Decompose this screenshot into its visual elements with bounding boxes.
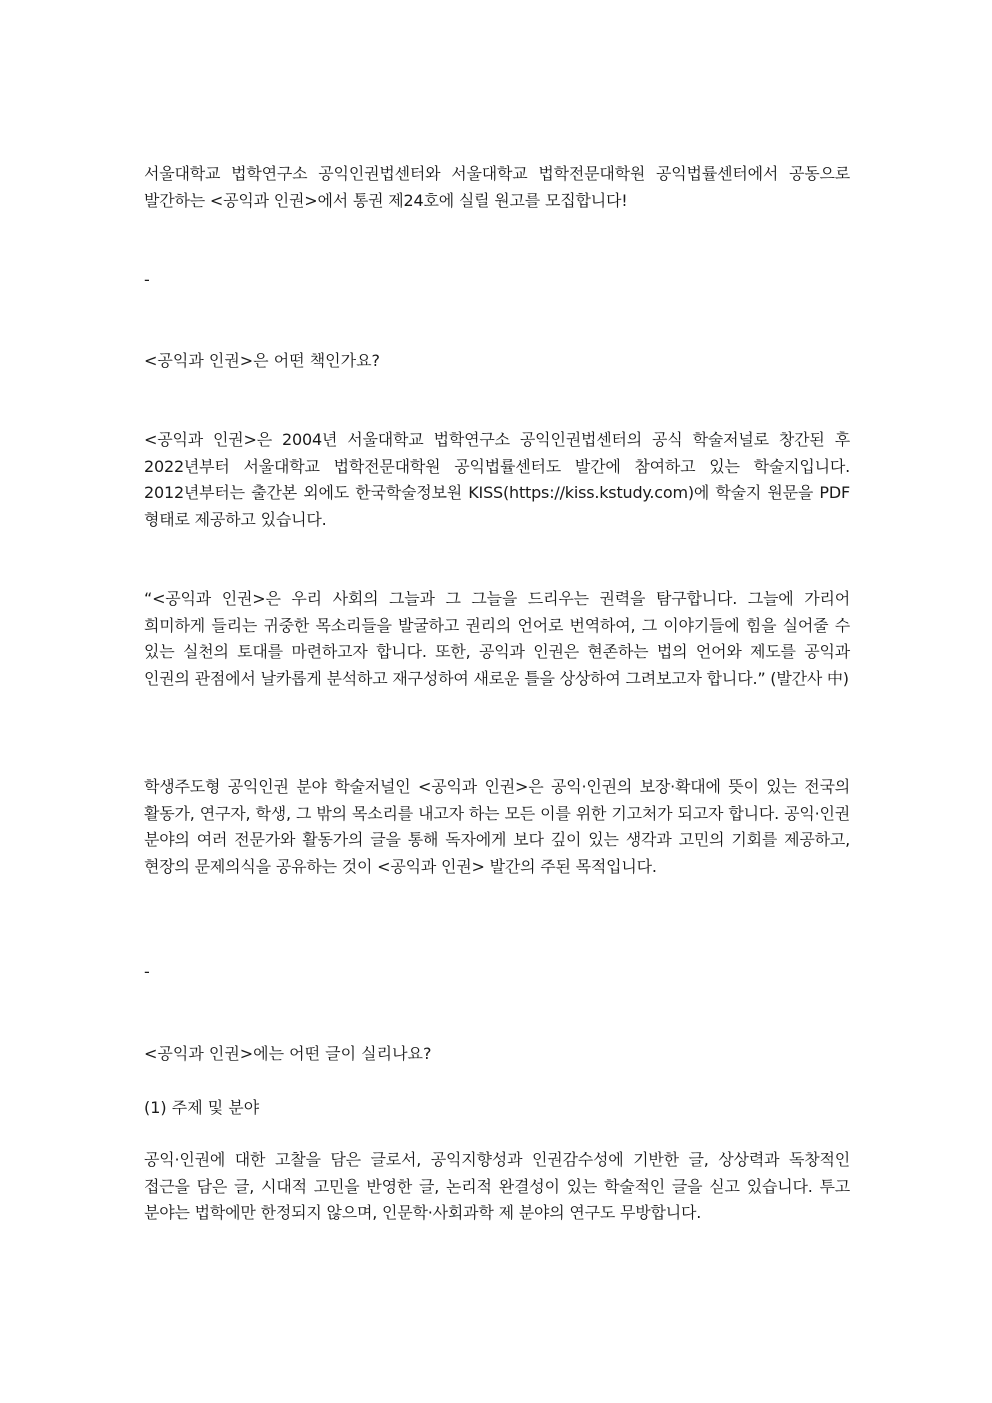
section-heading-contents: <공익과 인권>에는 어떤 글이 실리나요?: [144, 1044, 432, 1063]
section-heading-about: <공익과 인권>은 어떤 책인가요?: [144, 351, 381, 370]
about-paragraph: <공익과 인권>은 2004년 서울대학교 법학연구소 공익인권법센터의 공식 학술저널로 창간된 후 2022년부터 서울대학교 법학전문대학원 공익법률센터도 발간에 참여하고 있는 학술지입니다. 2012년부터는 출간본 외에도 한국학술정보원 KISS(https://kiss.kstudy.com)에 학술지 원문을 PDF 형태로 제공하고 있습니다.: [144, 430, 850, 529]
divider-dash: -: [144, 962, 150, 981]
purpose-paragraph: 학생주도형 공익인권 분야 학술저널인 <공익과 인권>은 공익·인권의 보장·확대에 뜻이 있는 전국의 활동가, 연구자, 학생, 그 밖의 목소리를 내고자 하는 모든 이를 위한 기고처가 되고자 합니다. 공익·인권 분야의 여러 전문가와 활동가의 글을 통해 독자에게 보다 깊이 있는 생각과 고민의 기회를 제공하고, 현장의 문제의식을 공유하는 것이 <공익과 인권> 발간의 주된 목적입니다.: [144, 777, 850, 876]
subheading-topics: (1) 주제 및 분야: [144, 1098, 260, 1117]
divider-dash: -: [144, 270, 150, 289]
topics-paragraph: 공익·인권에 대한 고찰을 담은 글로서, 공익지향성과 인권감수성에 기반한 글, 상상력과 독창적인 접근을 담은 글, 시대적 고민을 반영한 글, 논리적 완결성이 있는 학술적인 글을 싣고 있습니다. 투고 분야는 법학에만 한정되지 않으며, 인문학·사회과학 제 분야의 연구도 무방합니다.: [144, 1150, 850, 1222]
publisher-quote: “<공익과 인권>은 우리 사회의 그늘과 그 그늘을 드리우는 권력을 탐구합니다. 그늘에 가리어 희미하게 들리는 귀중한 목소리들을 발굴하고 권리의 언어로 번역하여, 그 이야기들에 힘을 실어줄 수 있는 실천의 토대를 마련하고자 합니다. 또한, 공익과 인권은 현존하는 법의 언어와 제도를 공익과 인권의 관점에서 날카롭게 분석하고 재구성하여 새로운 틀을 상상하여 그려보고자 합니다.” (발간사 中): [144, 589, 850, 688]
document-page: [144, 0, 850, 1403]
intro-paragraph: 서울대학교 법학연구소 공익인권법센터와 서울대학교 법학전문대학원 공익법률센터에서 공동으로 발간하는 <공익과 인권>에서 통권 제24호에 실릴 원고를 모집합니다!: [144, 164, 850, 210]
